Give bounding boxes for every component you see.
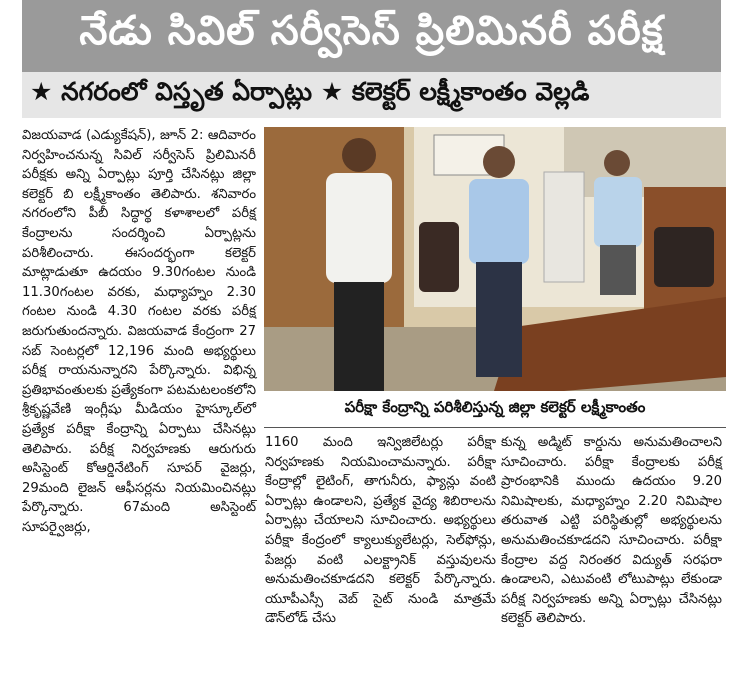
subheadline-text: ★ నగరంలో విస్తృత ఏర్పాట్లు ★ కలెక్టర్ లక్ష్మీకాంతం వెల్లడి bbox=[30, 77, 590, 106]
photo-caption-text: పరీక్షా కేంద్రాన్ని పరిశీలిస్తున్న జిల్లా కలెక్టర్ లక్ష్మీకాంతం bbox=[344, 398, 646, 416]
article-column-1 bbox=[22, 126, 256, 537]
article-text: 1160 మంది ఇన్విజిలేటర్లు పరీక్షా నిర్వహణకు నియమించామన్నారు. పరీక్షా కేంద్రాల్లో లైటింగ్, తాగునీరు, ఫ్యాన్లు వంటి ఏర్పాట్లు ఉండాలని, ప్రత్యేక వైద్య శిబిరాలను ఏర్పాట్లు చేయాలని సూచించారు. అభ్యర్థులు పరీక్షా కేంద్రంలో క్యాలుక్యులేటర్లు, సెల్‌ఫోన్లు, పేజర్లు వంటి ఎలక్ట్రానిక్ వస్తువులను అనుమతించకూడదని కలెక్టర్ పేర్కొన్నారు. యూపీఎస్సీ వెబ్ సైట్ నుండి మాత్రమే డౌన్‌లోడ్ చేసు bbox=[265, 435, 496, 627]
news-photo bbox=[264, 127, 726, 391]
article-text: విజయవాడ (ఎడ్యుకేషన్), జూన్ 2: ఆదివారం నిర్వహించనున్న సివిల్ సర్వీసెస్ ప్రిలిమినరీ పరీక్షకు అన్ని ఏర్పాట్లు పూర్తి చేసినట్లు జిల్లా కలెక్టర్ బి లక్ష్మీకాంతం తెలిపారు. శనివారం నగరంలోని పీబీ సిద్ధార్థ కళాశాలలో పరీక్ష కేంద్రాలను సందర్శించి ఏర్పాట్లను పరిశీలించారు. ఈసందర్భంగా కలెక్టర్ మాట్లాడుతూ ఉదయం 9.30గంటల నుండి 11.30గంటల వరకు, మధ్యాహ్నం 2.30 గంటల నుండి 4.30 గంటల వరకు పరీక్ష జరుగుతుందన్నారు. విజయవాడ కేంద్రంగా 27 సబ్ సెంటర్లలో 12,196 మంది అభ్యర్థులు పరీక్ష రాయనున్నారని పేర్కొన్నారు. విభిన్న ప్రతిభావంతులకు ప్రత్యేకంగా పటమటలంకలోని శ్రీకృష్ణవేణి ఇంగ్లీషు మీడియం హైస్కూల్‌లో ప్రత్యేక పరీక్షా కేంద్రాన్ని ఏర్పాటు చేసినట్లు తెలిపారు. పరీక్ష నిర్వహణకు ఆరుగురు అసిస్టెంట్ కోఆర్డినేటింగ్ సూపర్ వైజర్లు, 29మంది లైజన్ ఆఫీసర్లను నియమించినట్లు పేర్కొన్నారు. 67మంది అసిస్టెంట్ సూపర్వైజర్లు, bbox=[22, 128, 256, 535]
headline-text: నేడు సివిల్ సర్వీసెస్ ప్రిలిమినరీ పరీక్ష bbox=[79, 8, 664, 54]
headline-banner bbox=[22, 0, 721, 72]
caption-divider bbox=[264, 427, 726, 428]
subheadline-banner bbox=[22, 72, 721, 118]
article-text: కున్న అడ్మిట్ కార్డును అనుమతించాలని సూచించారు. పరీక్షా కేంద్రాలకు పరీక్ష ప్రారంభానికి ముందు ఉదయం 9.20 నిమిషాలకు, మధ్యాహ్నం 2.20 నిమిషాల తరువాత ఎట్టి పరిస్థితుల్లో అభ్యర్థులను అనుమతించకూడదని సూచించారు. పరీక్షా కేంద్రాల వద్ద నిరంతర విద్యుత్ సరఫరా ఉండాలని, ఎటువంటి లోటుపాట్లు లేకుండా పరీక్ష నిర్వహణకు అన్ని ఏర్పాట్లు చేసినట్లు కలెక్టర్ తెలిపారు. bbox=[501, 435, 722, 627]
article-column-2 bbox=[265, 433, 496, 629]
photo-illustration bbox=[264, 127, 726, 391]
article-column-3 bbox=[501, 433, 722, 629]
photo-caption bbox=[264, 394, 726, 424]
